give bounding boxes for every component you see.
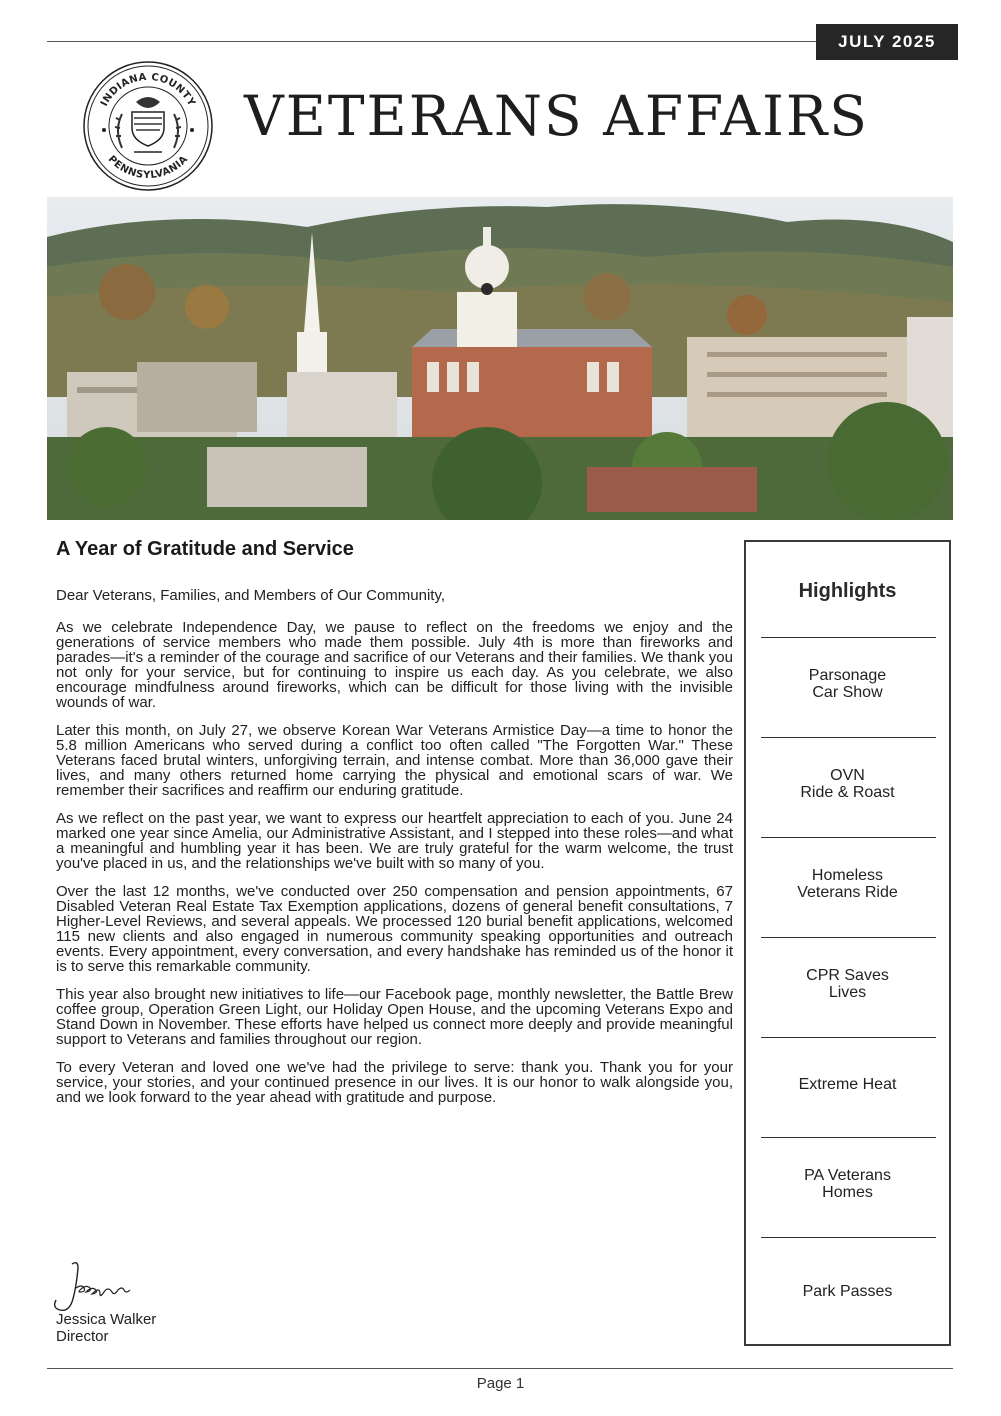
seal-bottom-text: PENNSYLVANIA [105,153,191,182]
highlight-item-line: PA Veterans [804,1167,891,1184]
highlights-divider [761,737,936,738]
highlight-item [746,1076,949,1093]
highlight-item-line: CPR Saves [806,967,889,984]
signer-title: Director [56,1328,109,1345]
newsletter-title: VETERANS AFFAIRS [244,84,869,148]
highlights-divider [761,637,936,638]
paragraph: Later this month, on July 27, we observe Korean War Veterans Armistice Day—a time to honor the 5.8 million Americans who served during a conflict too often called "The Forgotten War." These Veterans faced brutal winters, unforgiving terrain, and intense combat. More than 36,000 gave their lives, and many others returned home carrying the physical and emotional scars of war. We remember their sacrifices and reaffirm our enduring gratitude. [56,722,733,799]
top-rule [47,41,817,42]
highlight-item-line: Homeless [811,867,884,884]
paragraph: To every Veteran and loved one we've had the privilege to serve: thank you. Thank you for your service, your stories, and your continued presence in our lives. It is our honor to walk alongside you, and we look forward to the year ahead with gratitude and purpose. [56,1059,733,1106]
highlight-item [746,767,949,801]
highlight-item-line: Veterans Ride [797,884,898,901]
highlight-item-line: Ride & Roast [800,784,895,801]
seal-top-text: INDIANA COUNTY [98,71,197,109]
salutation: Dear Veterans, Families, and Members of Our Community, [56,587,446,604]
highlights-title: Highlights [798,580,897,602]
highlight-item [746,667,949,701]
highlights-sidebar [744,540,951,1346]
paragraph: Over the last 12 months, we've conducted over 250 compensation and pension appointments, 67 Disabled Veteran Real Estate Tax Exemption applications, dozens of general benefit consultations, 7 Higher-Level Reviews, and several appeals. We processed 120 burial benefit applications, welcomed 115 new clients and also engaged in numerous community speaking opportunities and outreach events. Every appointment, every conversation, and every handshake has reminded us of the honor it is to serve this remarkable community. [56,883,733,975]
article-title: A Year of Gratitude and Service [56,538,354,560]
paragraph: As we celebrate Independence Day, we pause to reflect on the freedoms we enjoy and the generations of service members who made them possible. July 4th is more than fireworks and parades—it's a reminder of the courage and sacrifice of our Veterans and their families. We thank you not only for your service, but for continuing to inspire us each day. As you celebrate, we also encourage mindfulness around fireworks, which can be difficult for those living with the invisible wounds of war. [56,619,733,711]
county-seal [82,60,214,192]
paragraph: As we reflect on the past year, we want to express our heartfelt appreciation to each of you. June 24 marked one year since Amelia, our Administrative Assistant, and I stepped into these roles—and what a meaningful and humbling year it has been. We are truly grateful for the warm welcome, the trust you've placed in us, and the relationships we've built with so many of you. [56,810,733,872]
highlight-item-line: Extreme Heat [798,1076,897,1093]
hero-photo [47,197,953,520]
highlight-item-line: Park Passes [802,1283,893,1300]
highlight-item [746,1167,949,1201]
highlight-item-line: Parsonage [808,667,887,684]
highlight-item-line: Homes [822,1184,873,1201]
issue-date-badge: JULY 2025 [816,24,958,60]
highlights-divider [761,837,936,838]
highlight-item [746,867,949,901]
highlight-item-line: Car Show [812,684,883,701]
bottom-rule [47,1368,953,1369]
highlight-item-line: OVN [830,767,865,784]
highlight-item-line: Lives [828,984,867,1001]
handwritten-signature [50,1258,140,1316]
page-number: Page 1 [476,1375,525,1392]
highlights-divider [761,1137,936,1138]
highlight-item [746,1283,949,1300]
paragraph: This year also brought new initiatives to life—our Facebook page, monthly newsletter, the Battle Brew coffee group, Operation Green Light, our Holiday Open House, and the upcoming Veterans Expo and Stand Down in November. These efforts have helped us connect more deeply and provide meaningful support to Veterans and families throughout our region. [56,986,733,1048]
highlights-divider [761,937,936,938]
article-body [56,588,733,1118]
highlights-divider [761,1237,936,1238]
signer-name: Jessica Walker [56,1311,157,1328]
highlights-divider [761,1037,936,1038]
highlight-item [746,967,949,1001]
